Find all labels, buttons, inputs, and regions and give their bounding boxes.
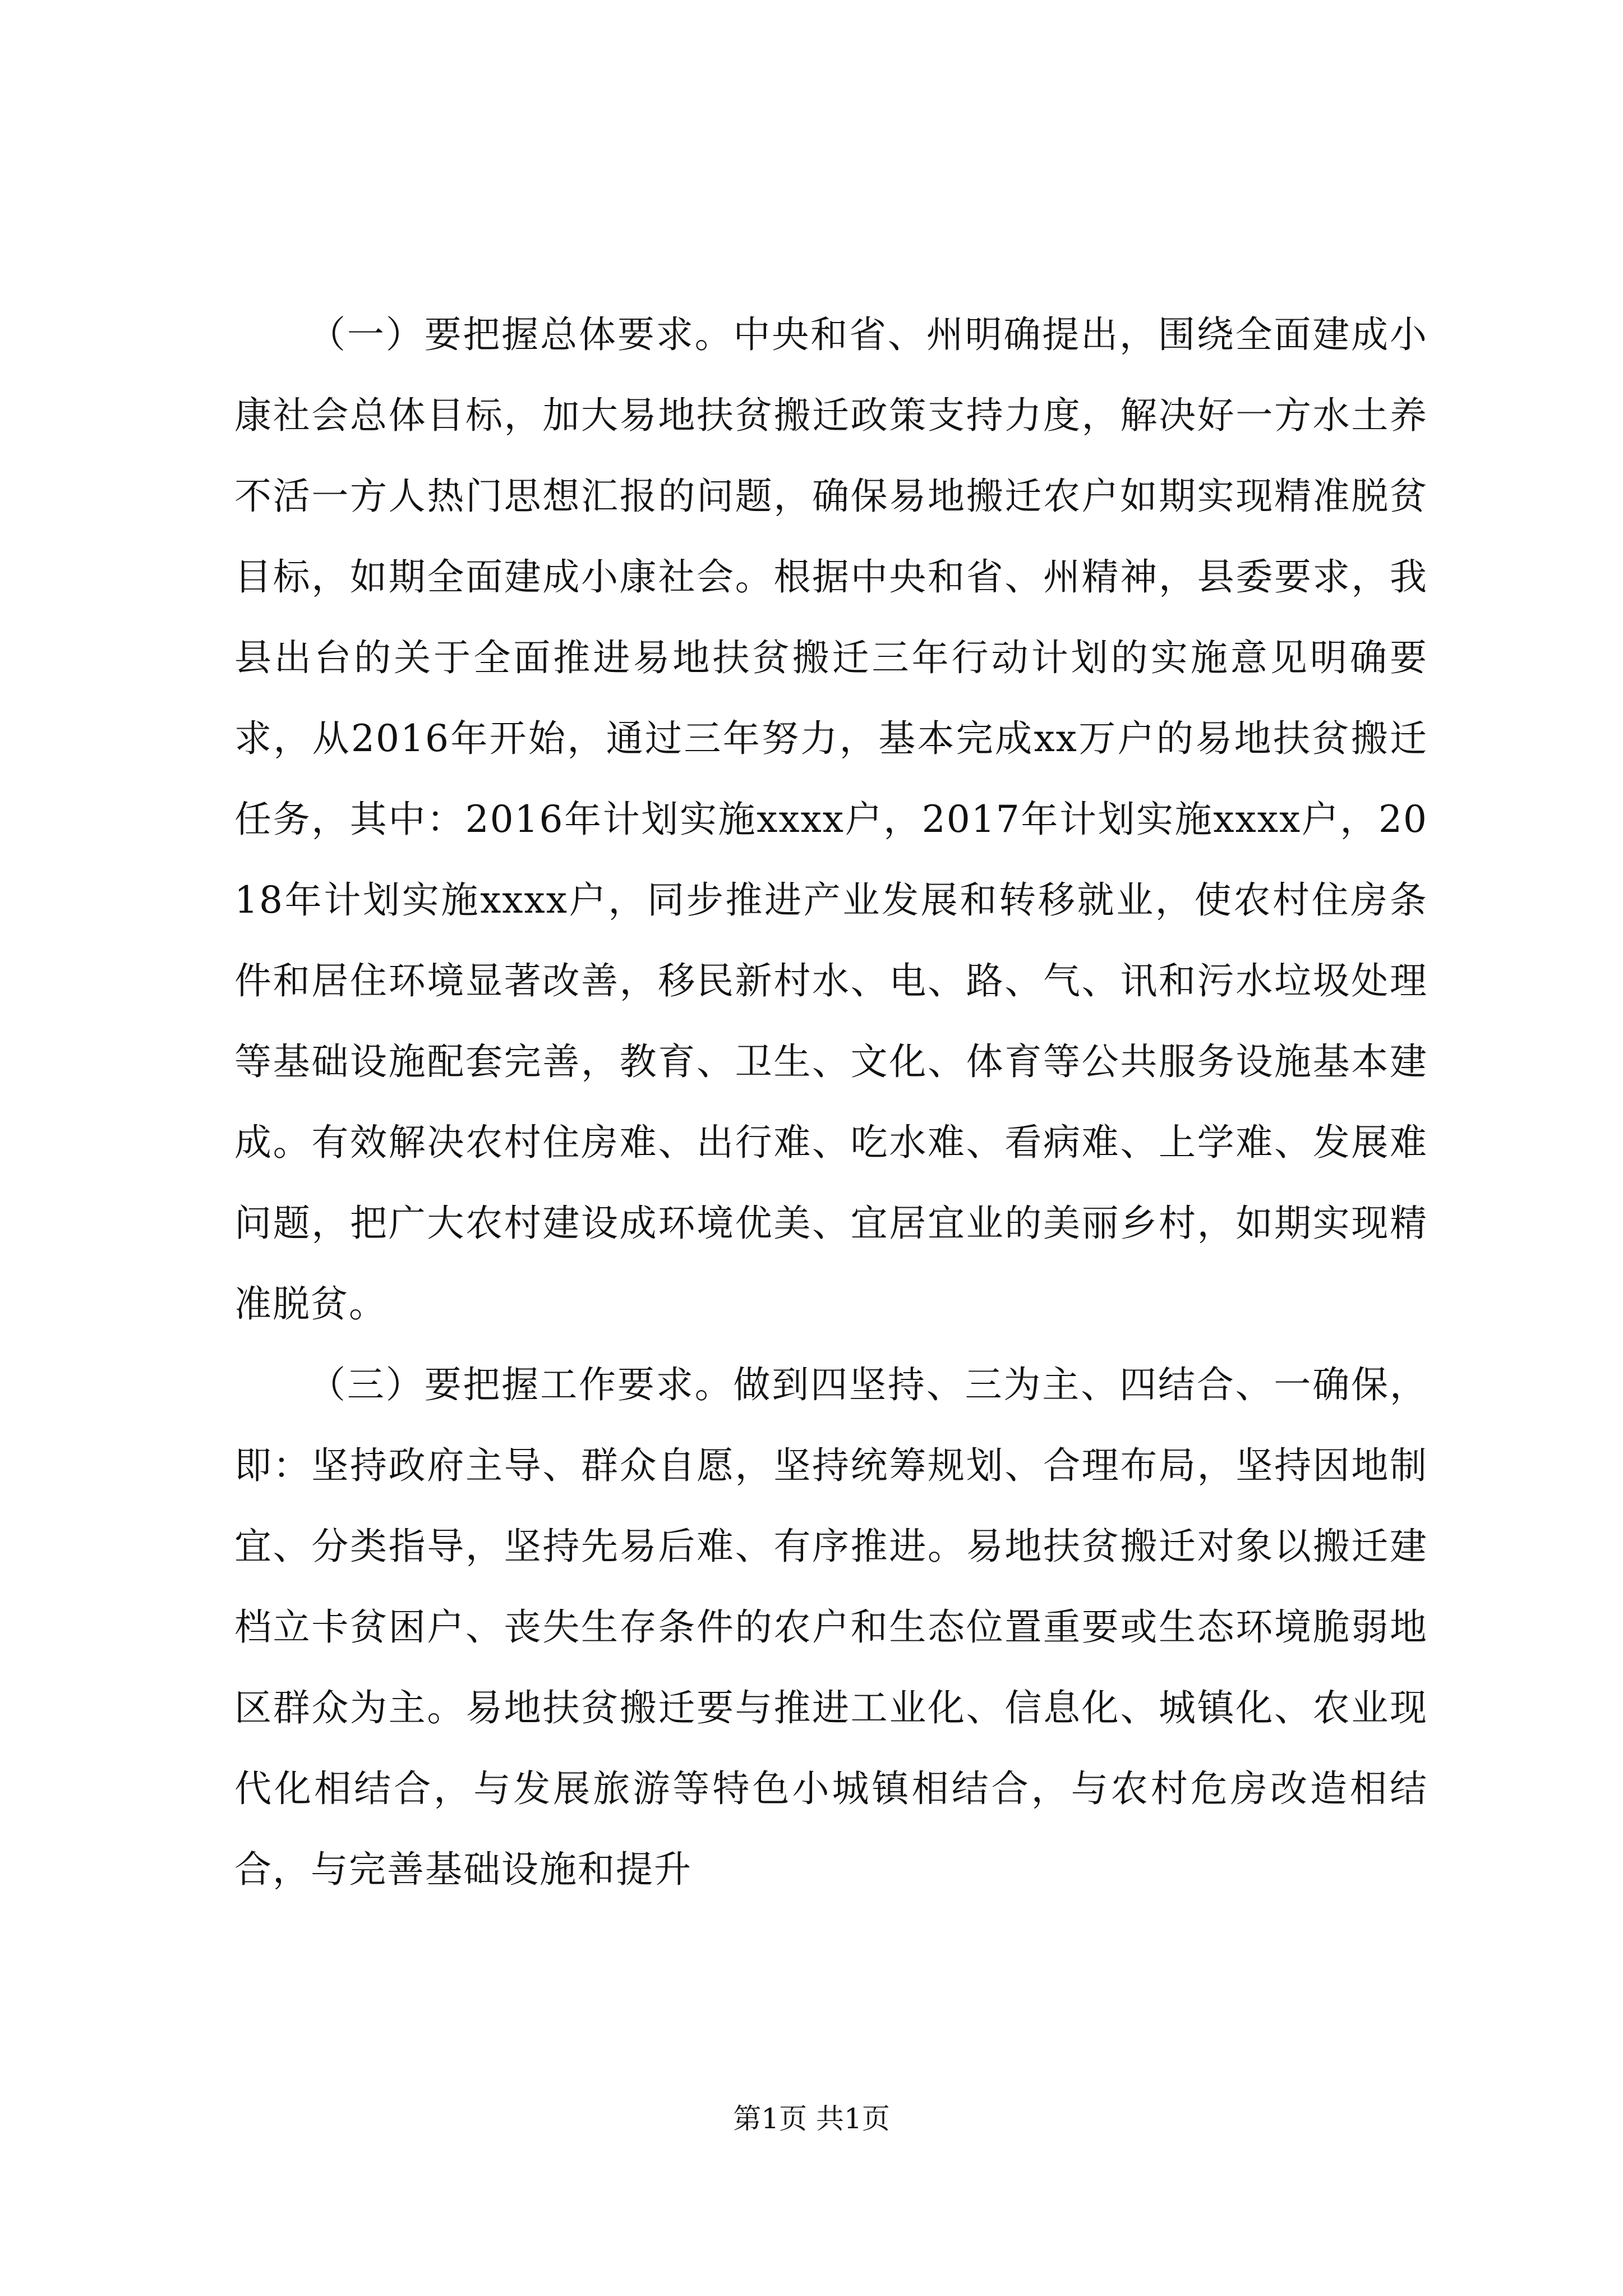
paragraph-overall-requirements: （一）要把握总体要求。中央和省、州明确提出，围绕全面建成小康社会总体目标，加大易地扶贫搬迁政策支持力度，解决好一方水土养不活一方人热门思想汇报的问题，确保易地搬迁农户如期实现精准脱贫目标，如期全面建成小康社会。根据中央和省、州精神，县委要求，我县出台的关于全面推进易地扶贫搬迁三年行动计划的实施意见明确要求，从2016年开始，通过三年努力，基本完成xx万户的易地扶贫搬迁任务，其中：2016年计划实施xxxx户，2017年计划实施xxxx户，2018年计划实施xxxx户，同步推进产业发展和转移就业，使农村住房条件和居住环境显著改善，移民新村水、电、路、气、讯和污水垃圾处理等基础设施配套完善，教育、卫生、文化、体育等公共服务设施基本建成。有效解决农村住房难、出行难、吃水难、看病难、上学难、发展难问题，把广大农村建设成环境优美、宜居宜业的美丽乡村，如期实现精准脱贫。 <box>234 313 1428 1326</box>
paragraph-work-requirements: （三）要把握工作要求。做到四坚持、三为主、四结合、一确保，即：坚持政府主导、群众自愿，坚持统筹规划、合理布局，坚持因地制宜、分类指导，坚持先易后难、有序推进。易地扶贫搬迁对象以搬迁建档立卡贫困户、丧失生存条件的农户和生态位置重要或生态环境脆弱地区群众为主。易地扶贫搬迁要与推进工业化、信息化、城镇化、农业现代化相结合，与发展旅游等特色小城镇相结合，与农村危房改造相结合，与完善基础设施和提升 <box>234 1363 1428 1891</box>
page-footer: 第1页 共1页 <box>733 2102 890 2135</box>
document-body <box>234 295 1428 1910</box>
